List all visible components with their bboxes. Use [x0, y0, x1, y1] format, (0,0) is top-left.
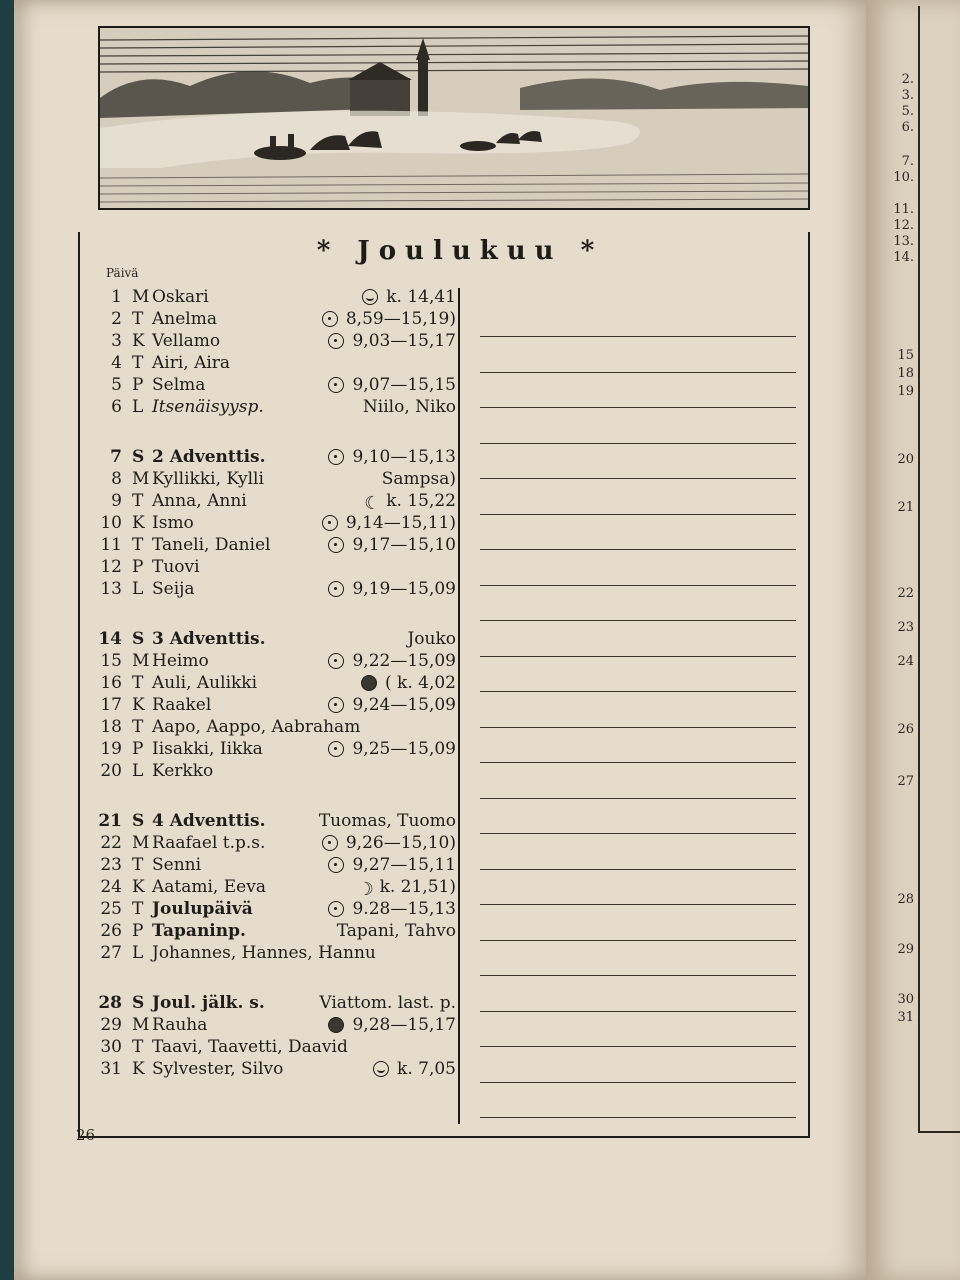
new-moon-icon — [361, 675, 377, 691]
note-line — [480, 620, 796, 621]
next-page-day-number: 31 — [897, 1010, 914, 1025]
next-page-day-number: 30 — [897, 992, 914, 1007]
day-note-text: 9,19—15,09 — [352, 579, 456, 599]
name-day: Tapaninp. — [152, 921, 246, 941]
day-number: 14 — [98, 629, 122, 649]
next-page-day-number: 14. — [893, 250, 914, 265]
day-row — [80, 556, 456, 578]
day-row — [80, 308, 456, 330]
name-day: Selma — [152, 375, 206, 395]
next-page-day-number: 5. — [901, 104, 914, 119]
next-page-day-number: 3. — [901, 88, 914, 103]
weekday-letter: L — [132, 397, 144, 417]
weekday-letter: T — [132, 491, 144, 511]
weekday-letter: P — [132, 557, 144, 577]
day-row — [80, 1058, 456, 1080]
day-row — [80, 760, 456, 782]
weekday-letter: S — [132, 447, 145, 467]
day-number: 10 — [100, 513, 122, 533]
next-page-day-number: 18 — [897, 366, 914, 381]
weekday-letter: T — [132, 899, 144, 919]
weekday-letter: L — [132, 761, 144, 781]
day-row — [80, 286, 456, 308]
sun-symbol-icon — [328, 857, 344, 873]
next-page-day-number: 7. — [901, 154, 914, 169]
day-note — [328, 534, 456, 556]
next-page-day-number: 22 — [897, 586, 914, 601]
name-day: Sylvester, Silvo — [152, 1059, 284, 1079]
note-line — [480, 833, 796, 834]
crescent-moon-icon: ☽ — [357, 879, 374, 900]
day-number: 19 — [100, 739, 122, 759]
next-page-day-number: 26 — [897, 722, 914, 737]
day-number: 13 — [100, 579, 122, 599]
day-row — [80, 578, 456, 600]
day-number: 23 — [100, 855, 122, 875]
name-day: Rauha — [152, 1015, 208, 1035]
day-note — [322, 832, 456, 854]
day-note — [328, 578, 456, 600]
name-day: Joulupäivä — [152, 899, 253, 919]
weekday-letter: L — [132, 943, 144, 963]
day-number: 6 — [111, 397, 122, 417]
next-page-day-number: 11. — [893, 202, 914, 217]
name-day: Itsenäisyysp. — [152, 397, 264, 417]
day-number: 2 — [111, 309, 122, 329]
name-day: Raakel — [152, 695, 212, 715]
day-number: 16 — [100, 673, 122, 693]
next-page-day-number: 19 — [897, 384, 914, 399]
weekday-letter: T — [132, 1037, 144, 1057]
day-note-text: k. 15,22 — [386, 491, 456, 511]
name-day: Taavi, Taavetti, Daavid — [152, 1037, 348, 1057]
day-note-text: ( k. 4,02 — [385, 673, 456, 693]
name-day: Raafael t.p.s. — [152, 833, 266, 853]
note-line — [480, 1082, 796, 1083]
note-line — [480, 585, 796, 586]
name-day: Auli, Aulikki — [152, 673, 258, 693]
day-note — [358, 876, 456, 898]
note-line — [480, 478, 796, 479]
next-page-day-number: 29 — [897, 942, 914, 957]
day-note-text: Tapani, Tahvo — [336, 921, 456, 941]
day-row — [80, 628, 456, 650]
weekday-letter: T — [132, 535, 144, 555]
day-number: 17 — [100, 695, 122, 715]
page-number: 26 — [76, 1126, 96, 1144]
day-number: 20 — [100, 761, 122, 781]
name-day: Oskari — [152, 287, 209, 307]
day-note — [337, 920, 456, 942]
notes-column-divider — [458, 288, 460, 1124]
day-note — [328, 738, 456, 760]
day-number: 25 — [100, 899, 122, 919]
new-moon-icon — [328, 1017, 344, 1033]
next-page-edge — [866, 0, 960, 1280]
name-day: Aatami, Eeva — [152, 877, 266, 897]
day-number: 1 — [111, 287, 122, 307]
next-page-day-number: 6. — [901, 120, 914, 135]
note-line — [480, 443, 796, 444]
day-row — [80, 468, 456, 490]
winter-sleigh-illustration — [98, 26, 810, 210]
note-line — [480, 975, 796, 976]
day-row — [80, 446, 456, 468]
note-line — [480, 691, 796, 692]
day-row — [80, 490, 456, 512]
note-line — [480, 727, 796, 728]
day-note-text: 9,10—15,13 — [352, 447, 456, 467]
day-row — [80, 854, 456, 876]
next-page-day-number: 13. — [893, 234, 914, 249]
day-note-text: 9,25—15,09 — [352, 739, 456, 759]
day-note — [363, 396, 456, 418]
next-page-day-number: 28 — [897, 892, 914, 907]
weekday-letter: P — [132, 375, 144, 395]
name-day: 3 Adventtis. — [152, 629, 266, 649]
day-note — [319, 992, 456, 1014]
sun-symbol-icon — [328, 333, 344, 349]
day-note-text: 9,03—15,17 — [352, 331, 456, 351]
day-number: 7 — [110, 447, 122, 467]
day-row — [80, 1036, 456, 1058]
day-note-text: 8,59—15,19) — [345, 309, 456, 329]
weekday-letter: T — [132, 309, 144, 329]
next-page-day-number: 15 — [897, 348, 914, 363]
next-page-day-number: 20 — [897, 452, 914, 467]
day-number: 30 — [100, 1037, 122, 1057]
day-row — [80, 330, 456, 352]
sun-symbol-icon — [328, 697, 344, 713]
day-number: 31 — [100, 1059, 122, 1079]
weekday-letter: M — [132, 287, 150, 307]
sun-symbol-icon — [322, 515, 338, 531]
weekday-letter: S — [132, 811, 145, 831]
weekday-letter: T — [132, 673, 144, 693]
day-number: 8 — [111, 469, 122, 489]
day-note-text: Tuomas, Tuomo — [318, 811, 456, 831]
day-note-text: 9,26—15,10) — [345, 833, 456, 853]
day-note-text: 9,28—15,17 — [352, 1015, 456, 1035]
name-day: Iisakki, Iikka — [152, 739, 263, 759]
day-note-text: k. 7,05 — [397, 1059, 456, 1079]
day-note — [407, 628, 456, 650]
name-day: Vellamo — [152, 331, 221, 351]
day-note — [328, 446, 456, 468]
day-row — [80, 374, 456, 396]
name-day: Airi, Aira — [152, 353, 231, 373]
name-day: Seija — [152, 579, 195, 599]
day-number: 18 — [100, 717, 122, 737]
full-moon-icon — [362, 289, 378, 305]
weekday-letter: T — [132, 717, 144, 737]
note-line — [480, 904, 796, 905]
sun-symbol-icon — [328, 377, 344, 393]
next-page-day-number: 27 — [897, 774, 914, 789]
note-line — [480, 798, 796, 799]
day-number: 24 — [100, 877, 122, 897]
day-note-text: 9,17—15,10 — [352, 535, 456, 555]
name-day: Kerkko — [152, 761, 214, 781]
weekday-letter: M — [132, 651, 150, 671]
note-line — [480, 336, 796, 337]
day-note-text: 9,27—15,11 — [352, 855, 456, 875]
day-number: 9 — [111, 491, 122, 511]
day-number: 12 — [100, 557, 122, 577]
name-day: Johannes, Hannes, Hannu — [152, 943, 376, 963]
weekday-letter: P — [132, 921, 144, 941]
day-row — [80, 534, 456, 556]
name-day: 4 Adventtis. — [152, 811, 266, 831]
weekday-letter: T — [132, 855, 144, 875]
day-row — [80, 738, 456, 760]
day-row — [80, 810, 456, 832]
day-note-text: k. 14,41 — [386, 287, 456, 307]
next-page-day-number: 24 — [897, 654, 914, 669]
day-number: 28 — [98, 993, 122, 1013]
day-note-text: 9,24—15,09 — [352, 695, 456, 715]
note-line — [480, 1046, 796, 1047]
day-note — [322, 512, 456, 534]
day-note — [328, 650, 456, 672]
weekday-letter: M — [132, 469, 150, 489]
note-line — [480, 940, 796, 941]
day-note — [322, 308, 456, 330]
day-row — [80, 942, 456, 964]
name-day: Tuovi — [152, 557, 200, 577]
day-note — [319, 810, 456, 832]
note-line — [480, 1011, 796, 1012]
weekday-letter: S — [132, 993, 145, 1013]
next-page-day-number: 10. — [893, 170, 914, 185]
next-page-day-number: 21 — [897, 500, 914, 515]
day-number: 29 — [100, 1015, 122, 1035]
day-note — [382, 468, 456, 490]
day-row — [80, 716, 456, 738]
name-day: Anelma — [152, 309, 217, 329]
note-line — [480, 407, 796, 408]
name-day: Anna, Anni — [152, 491, 247, 511]
day-row — [80, 694, 456, 716]
weekday-letter: T — [132, 353, 144, 373]
weekday-letter: L — [132, 579, 144, 599]
day-row — [80, 920, 456, 942]
day-row — [80, 672, 456, 694]
note-line — [480, 1117, 796, 1118]
day-note — [373, 1058, 456, 1080]
day-note — [328, 854, 456, 876]
day-number: 15 — [100, 651, 122, 671]
day-note-text: Jouko — [407, 629, 456, 649]
day-note — [362, 286, 456, 308]
day-note-text: Niilo, Niko — [362, 397, 456, 417]
next-page-day-number: 23 — [897, 620, 914, 635]
day-row — [80, 352, 456, 374]
day-note-text: 9,07—15,15 — [352, 375, 456, 395]
name-day: Ismo — [152, 513, 194, 533]
day-number: 21 — [98, 811, 122, 831]
sun-symbol-icon — [328, 537, 344, 553]
day-row — [80, 512, 456, 534]
day-row — [80, 1014, 456, 1036]
sun-symbol-icon — [328, 741, 344, 757]
next-page-day-number: 12. — [893, 218, 914, 233]
weekday-letter: S — [132, 629, 145, 649]
sun-symbol-icon — [322, 311, 338, 327]
day-note — [328, 898, 456, 920]
next-page-day-number: 2. — [901, 72, 914, 87]
day-row — [80, 396, 456, 418]
sun-symbol-icon — [328, 901, 344, 917]
note-line — [480, 514, 796, 515]
day-number: 3 — [111, 331, 122, 351]
sun-symbol-icon — [328, 653, 344, 669]
day-note-text: Sampsa) — [381, 469, 456, 489]
weekday-letter: K — [132, 877, 145, 897]
day-note — [328, 1014, 456, 1036]
weekday-letter: M — [132, 1015, 150, 1035]
day-number: 26 — [100, 921, 122, 941]
crescent-moon-icon: ☾ — [364, 493, 381, 514]
day-column-header: Päivä — [106, 266, 139, 280]
sun-symbol-icon — [328, 449, 344, 465]
name-day: Heimo — [152, 651, 209, 671]
sun-symbol-icon — [322, 835, 338, 851]
note-line — [480, 762, 796, 763]
day-note — [361, 672, 456, 694]
note-line — [480, 869, 796, 870]
day-row — [80, 876, 456, 898]
day-number: 4 — [111, 353, 122, 373]
day-number: 27 — [100, 943, 122, 963]
name-day: Taneli, Daniel — [152, 535, 271, 555]
day-note — [328, 694, 456, 716]
day-row — [80, 898, 456, 920]
day-row — [80, 650, 456, 672]
weekday-letter: K — [132, 695, 145, 715]
day-note — [328, 330, 456, 352]
note-line — [480, 372, 796, 373]
day-row — [80, 832, 456, 854]
note-line — [480, 549, 796, 550]
day-row — [80, 992, 456, 1014]
name-day: Kyllikki, Kylli — [152, 469, 264, 489]
day-note — [364, 490, 456, 512]
name-day: Senni — [152, 855, 202, 875]
weekday-letter: M — [132, 833, 150, 853]
name-day: Joul. jälk. s. — [152, 993, 265, 1013]
full-moon-icon — [373, 1061, 389, 1077]
day-note-text: 9,22—15,09 — [352, 651, 456, 671]
day-note — [328, 374, 456, 396]
month-title: * Joulukuu * — [316, 236, 604, 266]
note-line — [480, 656, 796, 657]
day-number: 22 — [100, 833, 122, 853]
weekday-letter: K — [132, 331, 145, 351]
sun-symbol-icon — [328, 581, 344, 597]
weekday-letter: P — [132, 739, 144, 759]
day-number: 11 — [100, 535, 122, 555]
day-note-text: k. 21,51) — [379, 877, 456, 897]
weekday-letter: K — [132, 513, 145, 533]
day-number: 5 — [111, 375, 122, 395]
name-day: Aapo, Aappo, Aabraham — [152, 717, 361, 737]
day-note-text: 9.28—15,13 — [352, 899, 456, 919]
weekday-letter: K — [132, 1059, 145, 1079]
day-note-text: 9,14—15,11) — [345, 513, 456, 533]
name-day: 2 Adventtis. — [152, 447, 266, 467]
day-note-text: Viattom. last. p. — [319, 993, 456, 1013]
next-page-frame — [918, 6, 960, 1133]
